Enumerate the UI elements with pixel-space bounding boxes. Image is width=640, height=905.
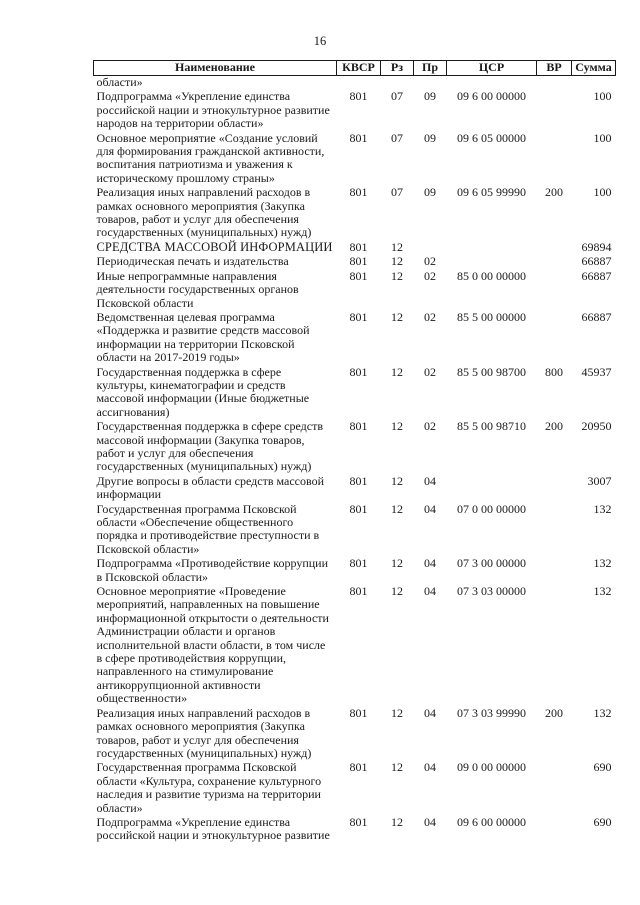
cell-sum: 100 [593, 130, 612, 145]
cell-csr: 09 6 00 00000 [457, 89, 526, 104]
table-row [94, 365, 616, 420]
cell-pr [414, 76, 447, 90]
cell-sum: 132 [593, 584, 612, 599]
cell-vr: 200 [545, 705, 563, 720]
table-header-row [94, 61, 616, 76]
cell-csr: 85 5 00 98700 [457, 364, 526, 379]
cell-sum [572, 76, 616, 90]
cell-rz: 07 [391, 130, 403, 145]
cell-sum: 20950 [581, 419, 612, 434]
cell-csr: 09 0 00 00000 [457, 760, 526, 775]
cell-rz: 12 [391, 309, 403, 324]
cell-sum: 690 [593, 760, 612, 775]
cell-kvsr: 801 [349, 89, 368, 104]
cell-kvsr: 801 [349, 814, 368, 829]
cell-rz [381, 76, 414, 90]
cell-sum: 132 [593, 705, 612, 720]
cell-pr: 04 [424, 473, 436, 488]
cell-pr: 09 [424, 185, 436, 200]
cell-rz: 12 [391, 814, 403, 829]
cell-sum: 132 [593, 556, 612, 571]
cell-sum: 132 [593, 501, 612, 516]
cell-csr [447, 76, 537, 90]
cell-vr: 200 [545, 185, 563, 200]
cell-sum: 45937 [581, 364, 612, 379]
table-row [94, 760, 616, 815]
cell-pr: 04 [424, 760, 436, 775]
cell-pr: 04 [424, 501, 436, 516]
header-sum: Сумма [572, 61, 616, 76]
cell-pr [414, 240, 447, 254]
cell-kvsr: 801 [349, 130, 368, 145]
cell-rz: 12 [391, 501, 403, 516]
cell-csr [447, 474, 537, 502]
cell-rz: 12 [391, 705, 403, 720]
cell-name: Государственная программа Псковской области «Культура, сохранение культурного наследия и развитие туризма на территории области» [96, 760, 322, 815]
cell-rz: 12 [391, 473, 403, 488]
cell-vr [537, 240, 572, 254]
cell-rz: 12 [391, 364, 403, 379]
cell-pr: 02 [424, 419, 436, 434]
cell-kvsr: 801 [349, 254, 368, 269]
cell-csr: 09 6 00 00000 [457, 814, 526, 829]
cell-sum: 3007 [587, 473, 612, 488]
cell-rz: 12 [391, 239, 403, 254]
cell-name: Государственная поддержка в сфере средств массовой информации (Закупка товаров, работ и услуг для обеспечения государственных (муниципальных) нужд) [96, 419, 323, 474]
cell-pr: 02 [424, 268, 436, 283]
table-row [94, 310, 616, 365]
table-row [94, 185, 616, 240]
cell-csr: 07 3 00 00000 [457, 556, 526, 571]
table-row [94, 254, 616, 268]
cell-rz: 12 [391, 760, 403, 775]
cell-kvsr: 801 [349, 419, 368, 434]
header-kvsr: КВСР [337, 61, 381, 76]
cell-sum: 66887 [581, 254, 612, 269]
cell-vr [537, 474, 572, 502]
cell-vr: 800 [545, 364, 563, 379]
cell-csr: 07 3 03 00000 [457, 584, 526, 599]
cell-csr: 07 3 03 99990 [457, 705, 526, 720]
cell-name: Реализация иных направлений расходов в рамках основного мероприятия (Закупка товаров, работ и услуг для обеспечения государственных (муниципальных) нужд) [96, 185, 312, 240]
table-row [94, 815, 616, 843]
cell-pr: 09 [424, 89, 436, 104]
cell-csr [447, 240, 537, 254]
cell-vr [537, 310, 572, 365]
cell-csr: 85 5 00 00000 [457, 309, 526, 324]
cell-vr [537, 502, 572, 557]
header-csr: ЦСР [447, 61, 537, 76]
table-row [94, 240, 616, 254]
cell-sum: 100 [593, 185, 612, 200]
table-row [94, 474, 616, 502]
cell-csr [447, 254, 537, 268]
cell-vr [537, 76, 572, 90]
table-row [94, 706, 616, 761]
cell-rz: 07 [391, 185, 403, 200]
cell-vr [537, 760, 572, 815]
cell-rz: 12 [391, 584, 403, 599]
header-pr: Пр [414, 61, 447, 76]
cell-kvsr: 801 [349, 760, 368, 775]
cell-csr: 07 0 00 00000 [457, 501, 526, 516]
cell-vr [537, 815, 572, 843]
cell-pr: 09 [424, 130, 436, 145]
table-row [94, 131, 616, 186]
table-row [94, 76, 616, 90]
cell-sum: 69894 [581, 239, 612, 254]
cell-name: Подпрограмма «Противодействие коррупции в Псковской области» [96, 556, 329, 584]
cell-name: Реализация иных направлений расходов в рамках основного мероприятия (Закупка товаров, работ и услуг для обеспечения государственных (муниципальных) нужд) [96, 705, 312, 760]
cell-pr: 02 [424, 309, 436, 324]
cell-kvsr: 801 [349, 268, 368, 283]
cell-name: Государственная программа Псковской области «Обеспечение общественного порядка и противодействие преступности в Псковской области» [96, 501, 320, 556]
table-row [94, 89, 616, 130]
cell-pr: 04 [424, 584, 436, 599]
cell-vr [537, 556, 572, 584]
cell-vr [537, 254, 572, 268]
cell-name: СРЕДСТВА МАССОВОЙ ИНФОРМАЦИИ [96, 239, 333, 254]
cell-vr [537, 584, 572, 706]
cell-kvsr: 801 [349, 473, 368, 488]
cell-name: Подпрограмма «Укрепление единства российской нации и этнокультурное развитие [96, 814, 330, 843]
cell-name: Государственная поддержка в сфере культуры, кинематографии и средств массовой информации (Иные бюджетные ассигнования) [96, 364, 310, 419]
cell-sum: 690 [593, 814, 612, 829]
cell-kvsr: 801 [349, 185, 368, 200]
table-row [94, 556, 616, 584]
cell-kvsr: 801 [349, 364, 368, 379]
cell-kvsr: 801 [349, 705, 368, 720]
cell-pr: 02 [424, 364, 436, 379]
table-row [94, 584, 616, 706]
cell-vr [537, 131, 572, 186]
cell-kvsr [337, 76, 381, 90]
cell-kvsr: 801 [349, 239, 368, 254]
cell-csr: 09 6 05 00000 [457, 130, 526, 145]
cell-name: Основное мероприятие «Проведение мероприятий, направленных на повышение информационной открытости о деятельности Администрации области и органов исполнительной власти области, в том числе в сфере противодействия коррупции, направленного на стимулирование антикоррупционной активности общественности» [96, 584, 329, 706]
cell-pr: 02 [424, 254, 436, 269]
cell-rz: 12 [391, 254, 403, 269]
cell-sum: 66887 [581, 309, 612, 324]
cell-kvsr: 801 [349, 309, 368, 324]
cell-sum: 100 [593, 89, 612, 104]
cell-csr: 85 5 00 98710 [457, 419, 526, 434]
page-number: 16 [313, 34, 327, 48]
cell-name: Ведомственная целевая программа «Поддержка и развитие средств массовой информации на территории Псковской области на 2017-2019 годы» [96, 309, 310, 365]
cell-csr: 85 0 00 00000 [457, 268, 526, 283]
cell-rz: 12 [391, 419, 403, 434]
cell-pr: 04 [424, 556, 436, 571]
cell-name: Основное мероприятие «Создание условий для формирования гражданской активности, воспитания патриотизма и уважения к историческому прошлому страны» [96, 130, 325, 185]
header-vr: ВР [537, 61, 572, 76]
cell-name: Периодическая печать и издательства [96, 254, 289, 269]
budget-table [93, 60, 616, 843]
cell-csr: 09 6 05 99990 [457, 185, 526, 200]
cell-sum: 66887 [581, 268, 612, 283]
cell-vr [537, 89, 572, 130]
cell-name: области» [96, 75, 143, 89]
table-row [94, 502, 616, 557]
cell-name: Иные непрограммные направления деятельности государственных органов Псковской области [96, 268, 299, 310]
cell-vr: 200 [545, 419, 563, 434]
table-body [94, 76, 616, 843]
cell-name: Другие вопросы в области средств массовой информации [96, 473, 325, 502]
cell-rz: 12 [391, 268, 403, 283]
header-rz: Рз [381, 61, 414, 76]
cell-rz: 12 [391, 556, 403, 571]
cell-vr [537, 269, 572, 310]
table-row [94, 419, 616, 474]
cell-kvsr: 801 [349, 556, 368, 571]
cell-kvsr: 801 [349, 584, 368, 599]
cell-rz: 07 [391, 89, 403, 104]
table-row [94, 269, 616, 310]
cell-pr: 04 [424, 705, 436, 720]
cell-kvsr: 801 [349, 501, 368, 516]
cell-name: Подпрограмма «Укрепление единства российской нации и этнокультурное развитие народов на территории области» [96, 89, 330, 131]
cell-pr: 04 [424, 814, 436, 829]
header-name: Наименование [94, 61, 337, 76]
